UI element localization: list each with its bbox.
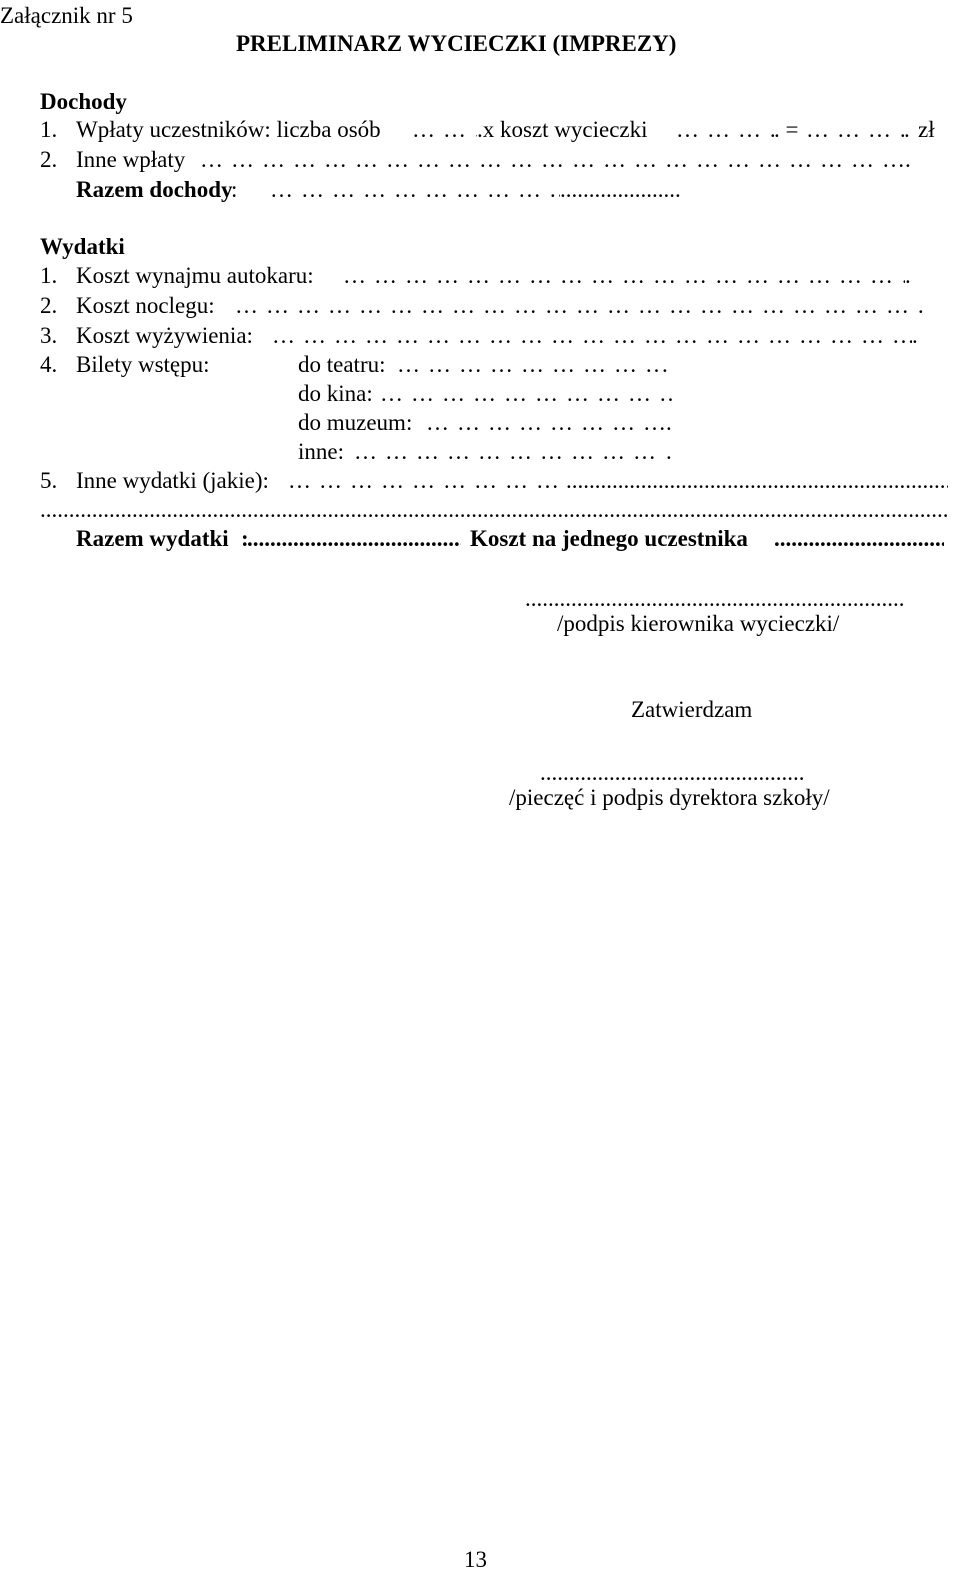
ticket-theatre-label: do teatru:	[298, 352, 386, 377]
expense-total-label: Razem wydatki	[76, 526, 229, 551]
income-item1-number: 1.	[40, 117, 58, 142]
expense-lodging-blank	[235, 294, 925, 317]
attachment-label: Załącznik nr 5	[0, 3, 133, 28]
leader-signature-caption: /podpis kierownika wycieczki/	[557, 611, 840, 636]
ticket-museum-end: .	[666, 410, 672, 435]
ticket-cinema-blank	[380, 382, 675, 405]
income-item1-end: .	[904, 117, 910, 142]
page-number: 13	[464, 1547, 487, 1572]
expense-item1-label: Koszt wynajmu autokaru:	[76, 263, 314, 288]
income-total-blank-b	[560, 178, 680, 201]
director-signature-line	[540, 761, 806, 784]
expense-item1-end: .	[905, 263, 911, 288]
expense-item3-end: .	[912, 323, 918, 348]
expense-item4-label: Bilety wstępu:	[76, 352, 210, 377]
ticket-theatre-end: .	[662, 352, 668, 377]
ticket-other-end: .	[666, 439, 672, 464]
expense-other-blank-b	[566, 469, 948, 492]
income-product-blank	[806, 118, 904, 141]
director-signature-caption: /pieczęć i podpis dyrektora szkoły/	[509, 785, 830, 810]
expense-item5-label: Inne wydatki (jakie):	[76, 468, 269, 493]
expense-item3-label: Koszt wyżywienia:	[76, 323, 253, 348]
ticket-other-blank	[354, 440, 666, 463]
income-item2-end: .	[905, 147, 911, 172]
ticket-museum-label: do muzeum:	[298, 410, 413, 435]
income-item1-label: Wpłaty uczestników: liczba osób	[76, 117, 381, 142]
expense-item3-number: 3.	[40, 323, 58, 348]
document-title: PRELIMINARZ WYCIECZKI (IMPREZY)	[236, 31, 677, 56]
income-item1-eq: . =	[774, 117, 799, 142]
income-total-colon: :	[231, 177, 238, 202]
income-trip-cost-blank	[676, 118, 774, 141]
leader-signature-line	[525, 587, 903, 610]
expense-bus-blank	[343, 264, 905, 287]
ticket-other-label: inne:	[298, 439, 344, 464]
per-person-blank	[774, 527, 944, 550]
income-heading: Dochody	[40, 89, 127, 114]
expense-item2-number: 2.	[40, 293, 58, 318]
ticket-cinema-label: do kina:	[298, 381, 373, 406]
income-item2-label: Inne wpłaty	[76, 147, 186, 172]
per-person-label: Koszt na jednego uczestnika	[470, 526, 748, 551]
expense-total-blank	[247, 527, 461, 550]
expenses-heading: Wydatki	[40, 234, 125, 259]
income-other-blank	[200, 148, 905, 171]
ticket-museum-blank	[426, 411, 666, 434]
income-participants-blank	[412, 118, 477, 141]
expense-item5-number: 5.	[40, 468, 58, 493]
income-item1-unit: zł	[918, 117, 935, 142]
ticket-theatre-blank	[397, 353, 662, 376]
expense-item1-number: 1.	[40, 263, 58, 288]
expense-other-blank-a	[288, 469, 566, 492]
expense-food-blank	[272, 324, 912, 347]
income-total-label: Razem dochody	[76, 177, 233, 202]
expense-other-continuation-blank	[40, 498, 948, 521]
income-item2-number: 2.	[40, 147, 58, 172]
approve-label: Zatwierdzam	[631, 697, 753, 722]
expense-total-colon: :	[241, 526, 249, 551]
expense-item2-label: Koszt noclegu:	[76, 293, 215, 318]
income-total-blank-a	[270, 178, 560, 201]
expense-item4-number: 4.	[40, 352, 58, 377]
income-item1-mid: .x koszt wycieczki	[477, 117, 648, 142]
